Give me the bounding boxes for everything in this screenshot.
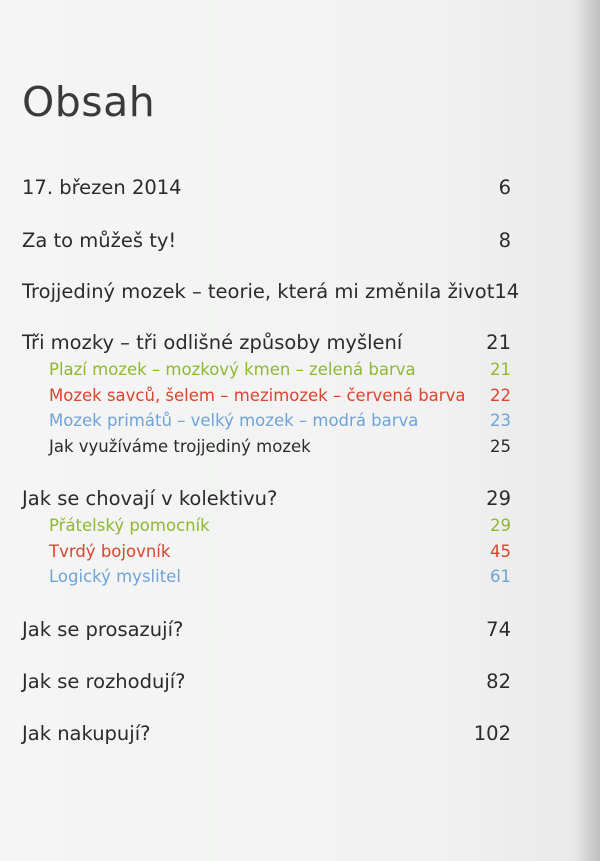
toc-entry-label: 17. březen 2014 — [22, 176, 182, 199]
page-edge-shadow — [576, 0, 600, 861]
toc-subentry-label: Tvrdý bojovník — [49, 542, 171, 561]
toc-entry-page: 102 — [473, 722, 511, 745]
toc-subentry-logical-thinker — [49, 567, 511, 586]
toc-subentry-page: 61 — [490, 567, 511, 586]
toc-subentry-label: Logický myslitel — [49, 567, 181, 586]
toc-entry-page: 82 — [486, 670, 511, 693]
toc-entry-page: 8 — [498, 229, 511, 252]
toc-subentry-page: 21 — [490, 360, 511, 379]
toc-subentry-label: Jak využíváme trojjediný mozek — [49, 437, 311, 456]
toc-subentry-primate-brain — [49, 411, 511, 430]
toc-subentry-mammal-brain — [49, 386, 511, 405]
toc-entry-label: Jak nakupují? — [22, 722, 151, 745]
toc-entry-label: Jak se rozhodují? — [22, 670, 186, 693]
toc-subentry-page: 45 — [490, 542, 511, 561]
toc-entry-label: Jak se prosazují? — [22, 618, 184, 641]
toc-entry — [22, 229, 511, 252]
toc-entry-page: 21 — [486, 331, 511, 354]
toc-subentry-friendly-helper — [49, 516, 511, 535]
toc-entry-page: 74 — [486, 618, 511, 641]
page-title: Obsah — [22, 78, 156, 126]
toc-subentry-page: 23 — [490, 411, 511, 430]
toc-entry — [22, 670, 511, 693]
toc-subentry-label: Přátelský pomocník — [49, 516, 210, 535]
toc-entry-label: Za to můžeš ty! — [22, 229, 177, 252]
toc-subentry-label: Mozek savců, šelem – mezimozek – červená barva — [49, 386, 466, 405]
toc-entry — [22, 176, 511, 199]
toc-subentry-page: 22 — [490, 386, 511, 405]
toc-entry-page: 6 — [498, 176, 511, 199]
toc-subentry-page: 29 — [490, 516, 511, 535]
toc-entry — [22, 280, 520, 303]
toc-entry-label: Jak se chovají v kolektivu? — [22, 487, 278, 510]
toc-subentry-label: Plazí mozek – mozkový kmen – zelená barva — [49, 360, 416, 379]
toc-entry — [22, 618, 511, 641]
toc-subentry-label: Mozek primátů – velký mozek – modrá barva — [49, 411, 419, 430]
toc-subentry-usage — [49, 437, 511, 456]
toc-entry-page: 29 — [486, 487, 511, 510]
toc-entry — [22, 331, 511, 354]
toc-entry-label: Trojjediný mozek – teorie, která mi změnila život — [22, 280, 495, 303]
toc-subentry-page: 25 — [490, 437, 511, 456]
toc-subentry-tough-fighter — [49, 542, 511, 561]
toc-entry — [22, 487, 511, 510]
toc-entry-page: 14 — [494, 280, 520, 303]
toc-entry — [22, 722, 511, 745]
toc-entry-label: Tři mozky – tři odlišné způsoby myšlení — [22, 331, 403, 354]
toc-subentry-reptile-brain — [49, 360, 511, 379]
